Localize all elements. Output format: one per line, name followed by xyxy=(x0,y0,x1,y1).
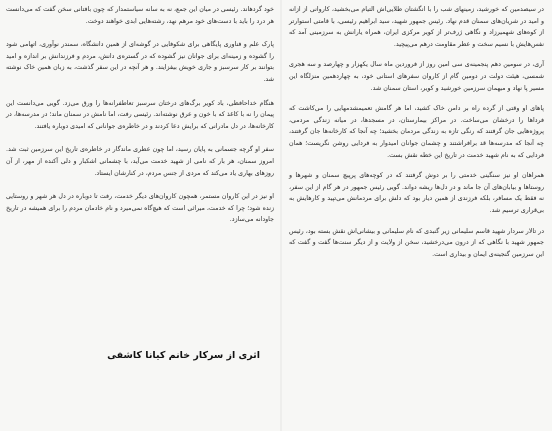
right-paragraph-1: در سیصدمین که خورشید، زمینهای شب را با انگشتان طلایی‌اش التیام می‌بخشید، کاروانی از ازانه و امید در شریان‌های سمنان قدم نهاد. رئیس جمهور شهید، سید ابراهیم رئیسی، با قامتی استوارتر از کوه‌های شهمیرزاد و نگاهی ژرف‌تر از کویر مرکزی ایران، همراه یارانش به سرزمینی آمد که نفس‌هایش با نسیم سخت و عطر مقاومت درهم می‌پیچید. xyxy=(289,6,544,48)
right-paragraph-2: آری، در سومین دهم پنجمینه‌ی سی امین روز از فروردین ماه سال یکهزار و چهارصد و سه هجری شمسی، هیئت دولت در دومین گام از کاروان سفرهای استانی خود، به چهاردهمین منزلگاه این مسیر پا نهاد و میهمان سرزمین خورشید و کویر، استان سمنان شد. xyxy=(289,61,544,92)
author-credit-heading: اثری از سرکار خانم کیانا کاشفی xyxy=(107,350,260,361)
right-paragraph-3: پاهای او وقتی از گرده راه بر دامن خاک کشید، اما هر گامش تعمیمشدمهایی را می‌کاشت که فردا‌ها را درخشان می‌ساخت. در مراکز بیمارستان، در مسجد‌ها، در میانه زندگی مردمی، پروژه‌هایی جان گرفتند که رنگی تازه به زندگی مردمان بخشید؛ چه آنجا که کارخانه‌ها جان گرفتند، چه آنجا که مدرسه‌ها قد برافراشتند و چشمان جوانان امیدوار به فردایی روشن نگریست؛ همان فردایی که به نام شهید خدمت در تاریخ این خطه نقش بست. xyxy=(289,105,544,159)
left-paragraph-5: او نیز در این کاروان مستمر، همچون کاروان‌های دیگر خدمت، رفت تا دوباره در دل هر شهر و روستایی زنده شود؛ چرا که خدمت، میراثی است که هیچ‌گاه نمی‌میرد و نام خادمان مردم را برای همیشه در تاریخ جاودانه می‌سازد. xyxy=(6,193,274,224)
left-paragraph-1: خود گرد‌هاند. رئیسی در میان این جمع، نه به سانه سیاستمدار که چون بافتانی سخن گفت که می‌دانست هر درد را باید با دست‌های خود مرهم نهد، رشته‌هایی ابدی خواهند دوخت. xyxy=(6,6,274,25)
left-paragraph-3: هنگام خداحافظی، باد کویر برگ‌های درختان سرسبز تعاطفرانه‌ها را ورق می‌زد. گویی می‌دانست این پیمان را نه با کاغذ که با خون و عرق نوشته‌اند. رئیسی رفت، اما نامش در سمنان ماند؛ در مدرسه‌ها، در کارخانه‌ها، در دل مادرانی که برایش دعا کردند و در خاطره‌ی جوانانی که امیدی دوباره یافتند. xyxy=(6,99,274,130)
right-paragraph-4: همراهان او نیز سنگینی خدمتی را بر دوش گرفتند که در کوچه‌های پرپیچ سمنان و شهرها و روستاها و بیابان‌های آن جا ماند و در دل‌ها ریشه دواند. گویی رئیس جمهور در هر گام از این سفر، نه فقط یک مسافر، بلکه فرزندی از همین دیار بود که دلش برای مردمانش می‌تپید و کارهایش به بی‌قراری ترسیم شد. xyxy=(289,172,544,214)
left-column xyxy=(6,4,274,238)
right-paragraph-5: در تالار سردار شهید قاسم سلیمانی زیر گنبدی که نام سلیمانی و بیشانی‌اش نقش بسته بود، رئیس جمهور شهید با نگاهی که از درون می‌درخشید، سخن از ولایت و از دیگر سنت‌ها گفت و گفت که این سرزمین گنجینه‌ی ایمان و بیداری است. xyxy=(289,227,544,258)
left-paragraph-4: سفر او گرچه جسمانی به پایان رسید، اما چون عطری ماندگار در خاطره‌ی تاریخ این سرزمین ثبت شد. امروز سمنان، هر بار که نامی از شهید خدمت می‌آید، با چشمانی اشکبار و دلی آکنده از مهر، از آن روزهای بهاری یاد می‌کند که مردی از جنس مردم، در کنارشان ایستاد. xyxy=(6,146,274,177)
column-divider xyxy=(280,0,282,431)
right-column xyxy=(289,4,544,269)
left-paragraph-2: پارک علم و فناوری پایگاهی برای شکوفایی در گوشه‌ای از همین دانشگاه، سمندر نوآوری، اتهامی شود را گشوده و زمینه‌ای برای جوانان نیز گشوده که در گستره‌ی دانش، مردم و فرزندانش بر اندازه و امید بتوانند بر کار سرسبز و جاری خویش بیفزایند. و هر آنچه در این سفر گذشت، به زبان همین خاک نوشته شد. xyxy=(6,41,274,83)
